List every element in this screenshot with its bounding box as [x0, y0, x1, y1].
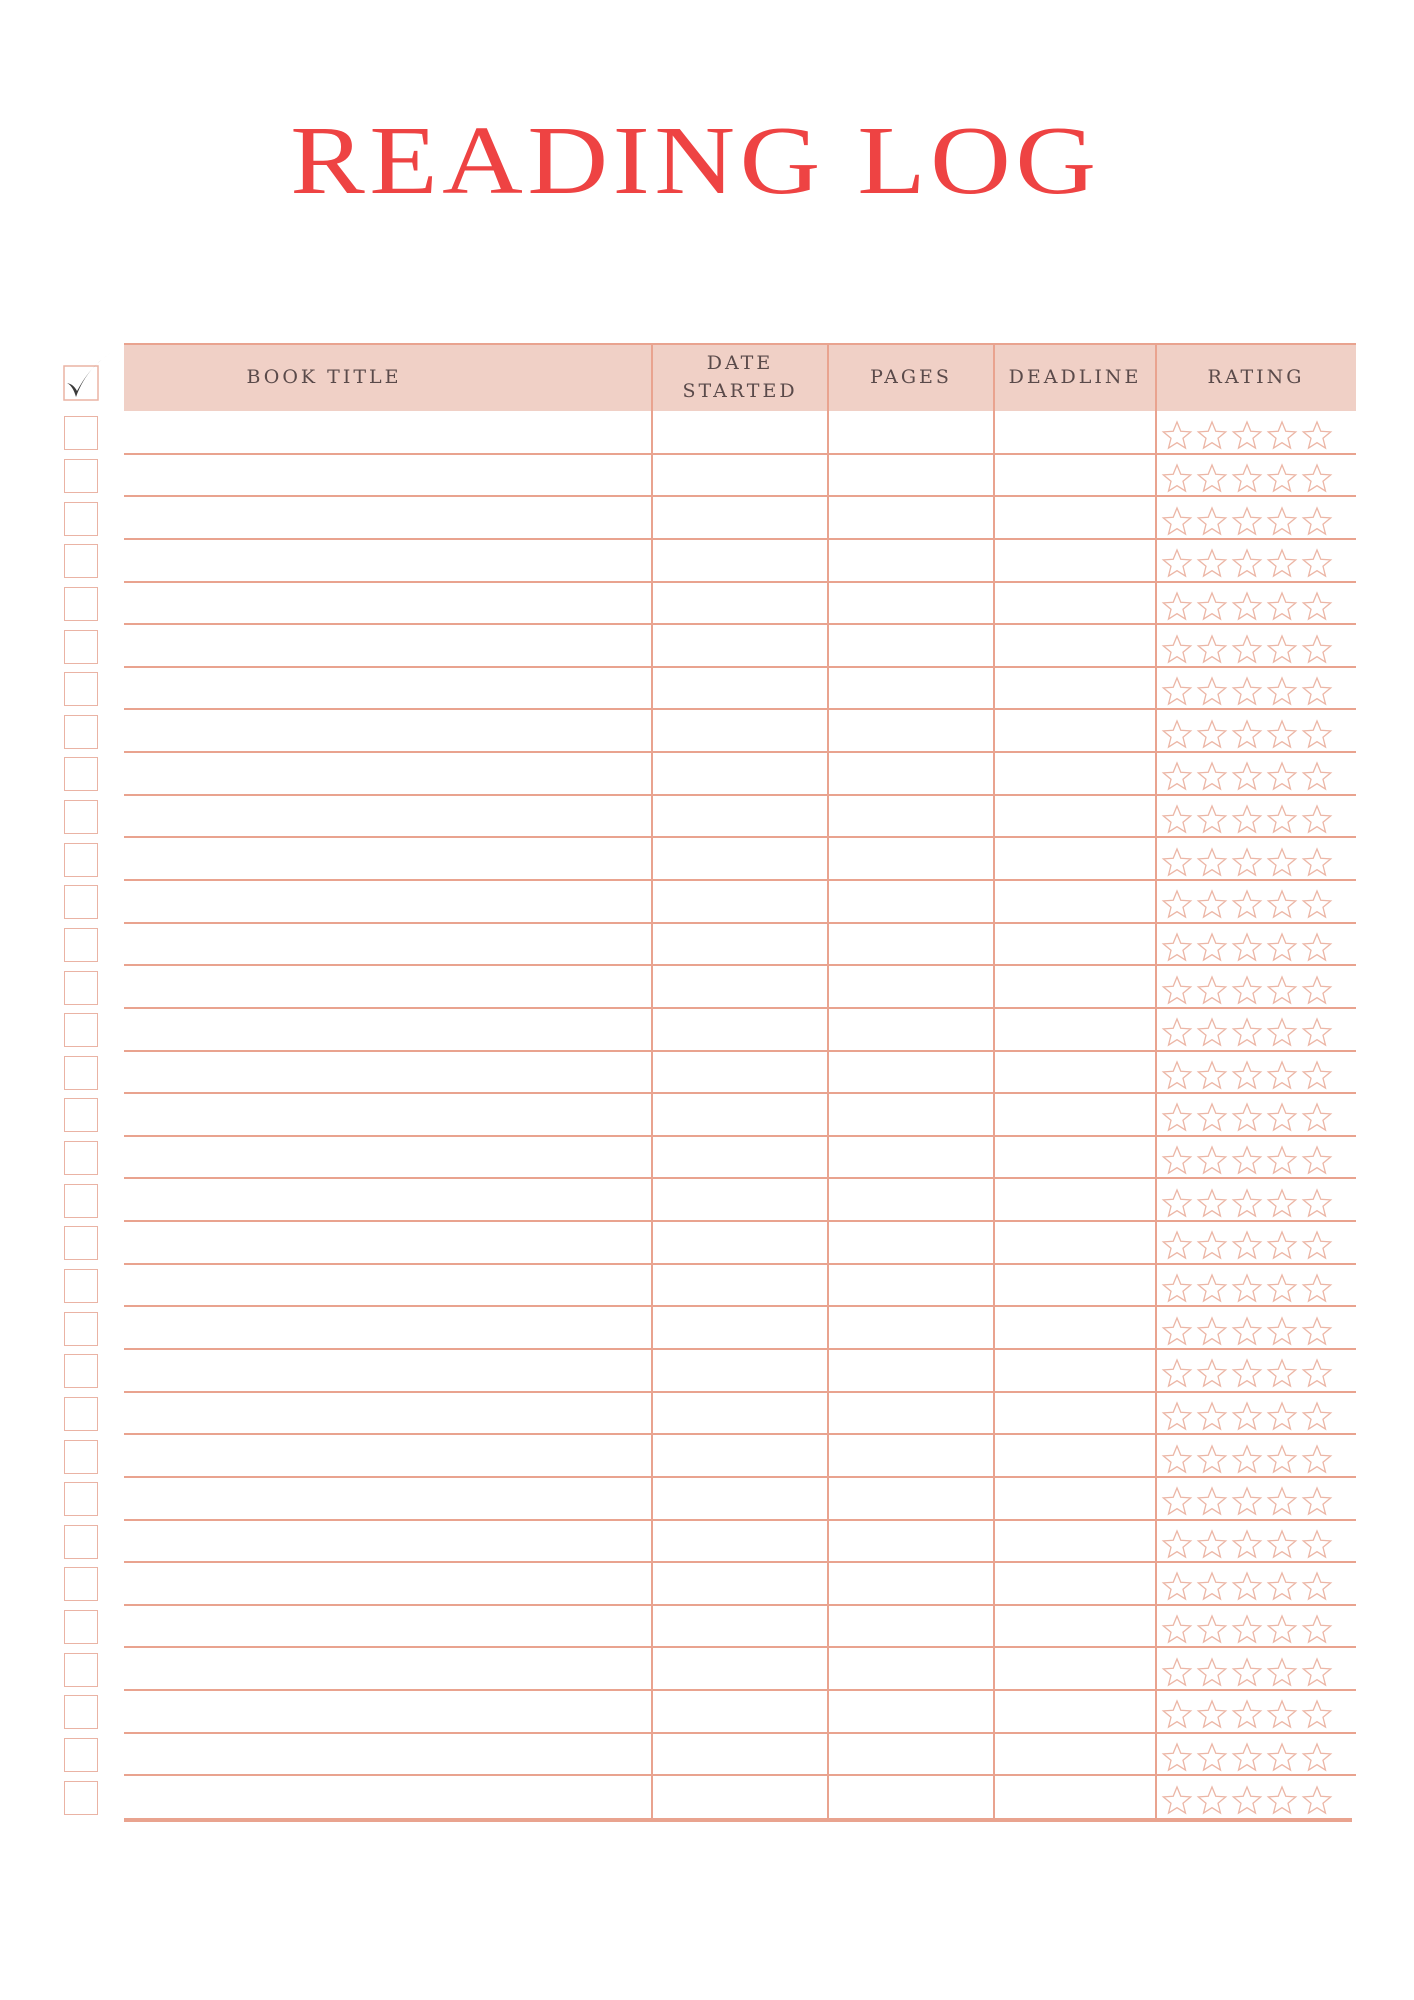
star-outline-icon[interactable] [1300, 1614, 1334, 1644]
star-outline-icon[interactable] [1195, 847, 1229, 877]
checkbox-icon[interactable] [64, 630, 98, 664]
star-outline-icon[interactable] [1195, 506, 1229, 536]
star-outline-icon[interactable] [1195, 591, 1229, 621]
checkbox-icon[interactable] [64, 1184, 98, 1218]
rating-stars[interactable] [1160, 847, 1340, 877]
star-outline-icon[interactable] [1300, 847, 1334, 877]
rating-stars[interactable] [1160, 420, 1340, 450]
rating-stars[interactable] [1160, 1017, 1340, 1047]
star-outline-icon[interactable] [1230, 1657, 1264, 1687]
rating-stars[interactable] [1160, 548, 1340, 578]
star-outline-icon[interactable] [1160, 1444, 1194, 1474]
star-outline-icon[interactable] [1230, 1145, 1264, 1175]
star-outline-icon[interactable] [1195, 1571, 1229, 1601]
star-outline-icon[interactable] [1160, 1529, 1194, 1559]
checkbox-icon[interactable] [64, 1354, 98, 1388]
star-outline-icon[interactable] [1230, 1444, 1264, 1474]
star-outline-icon[interactable] [1300, 1785, 1334, 1815]
star-outline-icon[interactable] [1160, 719, 1194, 749]
star-outline-icon[interactable] [1195, 1401, 1229, 1431]
star-outline-icon[interactable] [1195, 463, 1229, 493]
rating-stars[interactable] [1160, 1145, 1340, 1175]
star-outline-icon[interactable] [1230, 975, 1264, 1005]
rating-stars[interactable] [1160, 1401, 1340, 1431]
rating-stars[interactable] [1160, 676, 1340, 706]
star-outline-icon[interactable] [1160, 676, 1194, 706]
rating-stars[interactable] [1160, 1785, 1340, 1815]
star-outline-icon[interactable] [1300, 1401, 1334, 1431]
star-outline-icon[interactable] [1160, 1699, 1194, 1729]
rating-stars[interactable] [1160, 719, 1340, 749]
star-outline-icon[interactable] [1265, 676, 1299, 706]
star-outline-icon[interactable] [1300, 1444, 1334, 1474]
header-pages: PAGES [870, 366, 952, 389]
star-outline-icon[interactable] [1300, 1699, 1334, 1729]
star-outline-icon[interactable] [1300, 932, 1334, 962]
star-outline-icon[interactable] [1265, 1657, 1299, 1687]
star-outline-icon[interactable] [1230, 1102, 1264, 1132]
rating-stars[interactable] [1160, 506, 1340, 536]
checkbox-icon[interactable] [64, 971, 98, 1005]
star-outline-icon[interactable] [1195, 420, 1229, 450]
checkbox-icon[interactable] [64, 1141, 98, 1175]
header-deadline: DEADLINE [1008, 366, 1142, 389]
checkbox-icon[interactable] [64, 502, 98, 536]
star-outline-icon[interactable] [1300, 1742, 1334, 1772]
star-outline-icon[interactable] [1195, 975, 1229, 1005]
star-outline-icon[interactable] [1160, 1785, 1194, 1815]
star-outline-icon[interactable] [1265, 1444, 1299, 1474]
star-outline-icon[interactable] [1300, 1017, 1334, 1047]
star-outline-icon[interactable] [1265, 1017, 1299, 1047]
star-outline-icon[interactable] [1160, 1230, 1194, 1260]
star-outline-icon[interactable] [1195, 932, 1229, 962]
star-outline-icon[interactable] [1160, 420, 1194, 450]
star-outline-icon[interactable] [1195, 1017, 1229, 1047]
star-outline-icon[interactable] [1265, 1060, 1299, 1090]
star-outline-icon[interactable] [1160, 1657, 1194, 1687]
checkbox-icon[interactable] [64, 1525, 98, 1559]
star-outline-icon[interactable] [1160, 932, 1194, 962]
checkbox-icon[interactable] [64, 885, 98, 919]
star-outline-icon[interactable] [1195, 889, 1229, 919]
star-outline-icon[interactable] [1300, 1145, 1334, 1175]
star-outline-icon[interactable] [1300, 1657, 1334, 1687]
star-outline-icon[interactable] [1230, 804, 1264, 834]
rating-stars[interactable] [1160, 634, 1340, 664]
star-outline-icon[interactable] [1230, 1060, 1264, 1090]
star-outline-icon[interactable] [1195, 1444, 1229, 1474]
star-outline-icon[interactable] [1265, 932, 1299, 962]
star-outline-icon[interactable] [1265, 1230, 1299, 1260]
star-outline-icon[interactable] [1195, 1273, 1229, 1303]
checkbox-icon[interactable] [64, 1610, 98, 1644]
star-outline-icon[interactable] [1160, 1358, 1194, 1388]
checkbox-icon[interactable] [64, 1312, 98, 1346]
star-outline-icon[interactable] [1265, 1529, 1299, 1559]
star-outline-icon[interactable] [1230, 1401, 1264, 1431]
rating-stars[interactable] [1160, 1742, 1340, 1772]
star-outline-icon[interactable] [1300, 889, 1334, 919]
star-outline-icon[interactable] [1195, 1230, 1229, 1260]
star-outline-icon[interactable] [1300, 761, 1334, 791]
star-outline-icon[interactable] [1230, 932, 1264, 962]
star-outline-icon[interactable] [1160, 761, 1194, 791]
star-outline-icon[interactable] [1300, 1486, 1334, 1516]
star-outline-icon[interactable] [1195, 1102, 1229, 1132]
star-outline-icon[interactable] [1160, 1486, 1194, 1516]
star-outline-icon[interactable] [1265, 506, 1299, 536]
star-outline-icon[interactable] [1195, 1188, 1229, 1218]
star-outline-icon[interactable] [1195, 1060, 1229, 1090]
star-outline-icon[interactable] [1300, 634, 1334, 664]
star-outline-icon[interactable] [1160, 847, 1194, 877]
star-outline-icon[interactable] [1160, 1017, 1194, 1047]
star-outline-icon[interactable] [1300, 1529, 1334, 1559]
checkbox-icon[interactable] [64, 1013, 98, 1047]
star-outline-icon[interactable] [1300, 463, 1334, 493]
star-outline-icon[interactable] [1160, 1614, 1194, 1644]
rating-stars[interactable] [1160, 975, 1340, 1005]
star-outline-icon[interactable] [1230, 1017, 1264, 1047]
star-outline-icon[interactable] [1160, 1145, 1194, 1175]
star-outline-icon[interactable] [1160, 463, 1194, 493]
star-outline-icon[interactable] [1230, 591, 1264, 621]
checkbox-icon[interactable] [64, 1482, 98, 1516]
checkbox-icon[interactable] [64, 1738, 98, 1772]
star-outline-icon[interactable] [1160, 506, 1194, 536]
star-outline-icon[interactable] [1195, 1699, 1229, 1729]
star-outline-icon[interactable] [1195, 761, 1229, 791]
rating-stars[interactable] [1160, 1486, 1340, 1516]
checkbox-icon[interactable] [64, 544, 98, 578]
star-outline-icon[interactable] [1160, 1571, 1194, 1601]
checkbox-icon[interactable] [64, 672, 98, 706]
star-outline-icon[interactable] [1160, 889, 1194, 919]
checkbox-icon[interactable] [64, 928, 98, 962]
checkbox-icon[interactable] [64, 587, 98, 621]
star-outline-icon[interactable] [1300, 804, 1334, 834]
star-outline-icon[interactable] [1300, 1316, 1334, 1346]
rating-stars[interactable] [1160, 1188, 1340, 1218]
star-outline-icon[interactable] [1160, 548, 1194, 578]
star-outline-icon[interactable] [1265, 1188, 1299, 1218]
star-outline-icon[interactable] [1265, 1401, 1299, 1431]
rating-stars[interactable] [1160, 1273, 1340, 1303]
star-outline-icon[interactable] [1265, 1614, 1299, 1644]
star-outline-icon[interactable] [1160, 1188, 1194, 1218]
checkbox-icon[interactable] [64, 715, 98, 749]
star-outline-icon[interactable] [1265, 463, 1299, 493]
star-outline-icon[interactable] [1265, 1358, 1299, 1388]
star-outline-icon[interactable] [1300, 1358, 1334, 1388]
star-outline-icon[interactable] [1300, 676, 1334, 706]
checkbox-icon[interactable] [64, 1056, 98, 1090]
star-outline-icon[interactable] [1195, 1742, 1229, 1772]
star-outline-icon[interactable] [1230, 719, 1264, 749]
star-outline-icon[interactable] [1160, 1401, 1194, 1431]
star-outline-icon[interactable] [1300, 1571, 1334, 1601]
star-outline-icon[interactable] [1265, 1486, 1299, 1516]
star-outline-icon[interactable] [1265, 420, 1299, 450]
star-outline-icon[interactable] [1195, 1529, 1229, 1559]
rating-stars[interactable] [1160, 1614, 1340, 1644]
star-outline-icon[interactable] [1265, 719, 1299, 749]
star-outline-icon[interactable] [1160, 1102, 1194, 1132]
checkbox-icon[interactable] [64, 416, 98, 450]
star-outline-icon[interactable] [1265, 1785, 1299, 1815]
checkbox-icon[interactable] [64, 757, 98, 791]
star-outline-icon[interactable] [1300, 1102, 1334, 1132]
rating-stars[interactable] [1160, 1444, 1340, 1474]
checkbox-icon[interactable] [64, 1226, 98, 1260]
rating-stars[interactable] [1160, 1529, 1340, 1559]
star-outline-icon[interactable] [1230, 889, 1264, 919]
star-outline-icon[interactable] [1300, 1188, 1334, 1218]
rating-stars[interactable] [1160, 591, 1340, 621]
rating-stars[interactable] [1160, 1316, 1340, 1346]
star-outline-icon[interactable] [1230, 1614, 1264, 1644]
header-book-title: BOOK TITLE [246, 366, 402, 389]
star-outline-icon[interactable] [1230, 1316, 1264, 1346]
star-outline-icon[interactable] [1230, 761, 1264, 791]
star-outline-icon[interactable] [1160, 1273, 1194, 1303]
star-outline-icon[interactable] [1160, 1316, 1194, 1346]
rating-stars[interactable] [1160, 1358, 1340, 1388]
star-outline-icon[interactable] [1300, 1230, 1334, 1260]
rating-stars[interactable] [1160, 804, 1340, 834]
checkbox-icon[interactable] [64, 1269, 98, 1303]
star-outline-icon[interactable] [1300, 420, 1334, 450]
star-outline-icon[interactable] [1230, 1230, 1264, 1260]
star-outline-icon[interactable] [1230, 506, 1264, 536]
star-outline-icon[interactable] [1265, 1102, 1299, 1132]
star-outline-icon[interactable] [1230, 1571, 1264, 1601]
checkbox-icon[interactable] [64, 1397, 98, 1431]
checkbox-icon[interactable] [64, 1695, 98, 1729]
star-outline-icon[interactable] [1195, 634, 1229, 664]
star-outline-icon[interactable] [1300, 1060, 1334, 1090]
star-outline-icon[interactable] [1230, 1742, 1264, 1772]
checkbox-icon[interactable] [64, 843, 98, 877]
header-date-started: DATE STARTED [682, 352, 798, 402]
star-outline-icon[interactable] [1160, 975, 1194, 1005]
rating-stars[interactable] [1160, 463, 1340, 493]
rating-stars[interactable] [1160, 761, 1340, 791]
star-outline-icon[interactable] [1230, 676, 1264, 706]
star-outline-icon[interactable] [1230, 1188, 1264, 1218]
star-outline-icon[interactable] [1195, 1358, 1229, 1388]
rating-stars[interactable] [1160, 1657, 1340, 1687]
star-outline-icon[interactable] [1230, 1699, 1264, 1729]
star-outline-icon[interactable] [1265, 1742, 1299, 1772]
star-outline-icon[interactable] [1195, 548, 1229, 578]
header-rating: RATING [1207, 366, 1305, 389]
checkbox-icon[interactable] [64, 1567, 98, 1601]
star-outline-icon[interactable] [1230, 1358, 1264, 1388]
star-outline-icon[interactable] [1265, 889, 1299, 919]
star-outline-icon[interactable] [1265, 761, 1299, 791]
star-outline-icon[interactable] [1160, 1060, 1194, 1090]
star-outline-icon[interactable] [1195, 676, 1229, 706]
star-outline-icon[interactable] [1265, 591, 1299, 621]
star-outline-icon[interactable] [1265, 1145, 1299, 1175]
rating-stars[interactable] [1160, 1699, 1340, 1729]
checkbox-icon[interactable] [64, 1098, 98, 1132]
star-outline-icon[interactable] [1300, 548, 1334, 578]
star-outline-icon[interactable] [1195, 1657, 1229, 1687]
star-outline-icon[interactable] [1195, 719, 1229, 749]
star-outline-icon[interactable] [1265, 804, 1299, 834]
star-outline-icon[interactable] [1265, 847, 1299, 877]
star-outline-icon[interactable] [1160, 804, 1194, 834]
star-outline-icon[interactable] [1195, 1145, 1229, 1175]
star-outline-icon[interactable] [1265, 1571, 1299, 1601]
star-outline-icon[interactable] [1230, 420, 1264, 450]
rating-stars[interactable] [1160, 889, 1340, 919]
checkbox-icon[interactable] [64, 459, 98, 493]
star-outline-icon[interactable] [1300, 1273, 1334, 1303]
star-outline-icon[interactable] [1300, 975, 1334, 1005]
page-title: READING LOG [289, 107, 1101, 215]
star-outline-icon[interactable] [1195, 1785, 1229, 1815]
star-outline-icon[interactable] [1195, 1486, 1229, 1516]
star-outline-icon[interactable] [1230, 1529, 1264, 1559]
star-outline-icon[interactable] [1300, 591, 1334, 621]
star-outline-icon[interactable] [1265, 1699, 1299, 1729]
star-outline-icon[interactable] [1300, 719, 1334, 749]
checkbox-icon[interactable] [64, 1653, 98, 1687]
star-outline-icon[interactable] [1265, 548, 1299, 578]
checkbox-icon[interactable] [64, 1440, 98, 1474]
star-outline-icon[interactable] [1160, 634, 1194, 664]
checkbox-icon[interactable] [64, 800, 98, 834]
star-outline-icon[interactable] [1230, 463, 1264, 493]
star-outline-icon[interactable] [1230, 548, 1264, 578]
star-outline-icon[interactable] [1265, 1273, 1299, 1303]
star-outline-icon[interactable] [1265, 975, 1299, 1005]
rating-stars[interactable] [1160, 932, 1340, 962]
star-outline-icon[interactable] [1160, 1742, 1194, 1772]
star-outline-icon[interactable] [1230, 1273, 1264, 1303]
star-outline-icon[interactable] [1230, 847, 1264, 877]
rating-stars[interactable] [1160, 1230, 1340, 1260]
rating-stars[interactable] [1160, 1060, 1340, 1090]
star-outline-icon[interactable] [1230, 1785, 1264, 1815]
star-outline-icon[interactable] [1265, 634, 1299, 664]
star-outline-icon[interactable] [1230, 634, 1264, 664]
star-outline-icon[interactable] [1195, 804, 1229, 834]
star-outline-icon[interactable] [1195, 1614, 1229, 1644]
star-outline-icon[interactable] [1300, 506, 1334, 536]
rating-stars[interactable] [1160, 1102, 1340, 1132]
star-outline-icon[interactable] [1195, 1316, 1229, 1346]
rating-stars[interactable] [1160, 1571, 1340, 1601]
checkbox-icon[interactable] [64, 1781, 98, 1815]
star-outline-icon[interactable] [1160, 591, 1194, 621]
star-outline-icon[interactable] [1265, 1316, 1299, 1346]
star-outline-icon[interactable] [1230, 1486, 1264, 1516]
